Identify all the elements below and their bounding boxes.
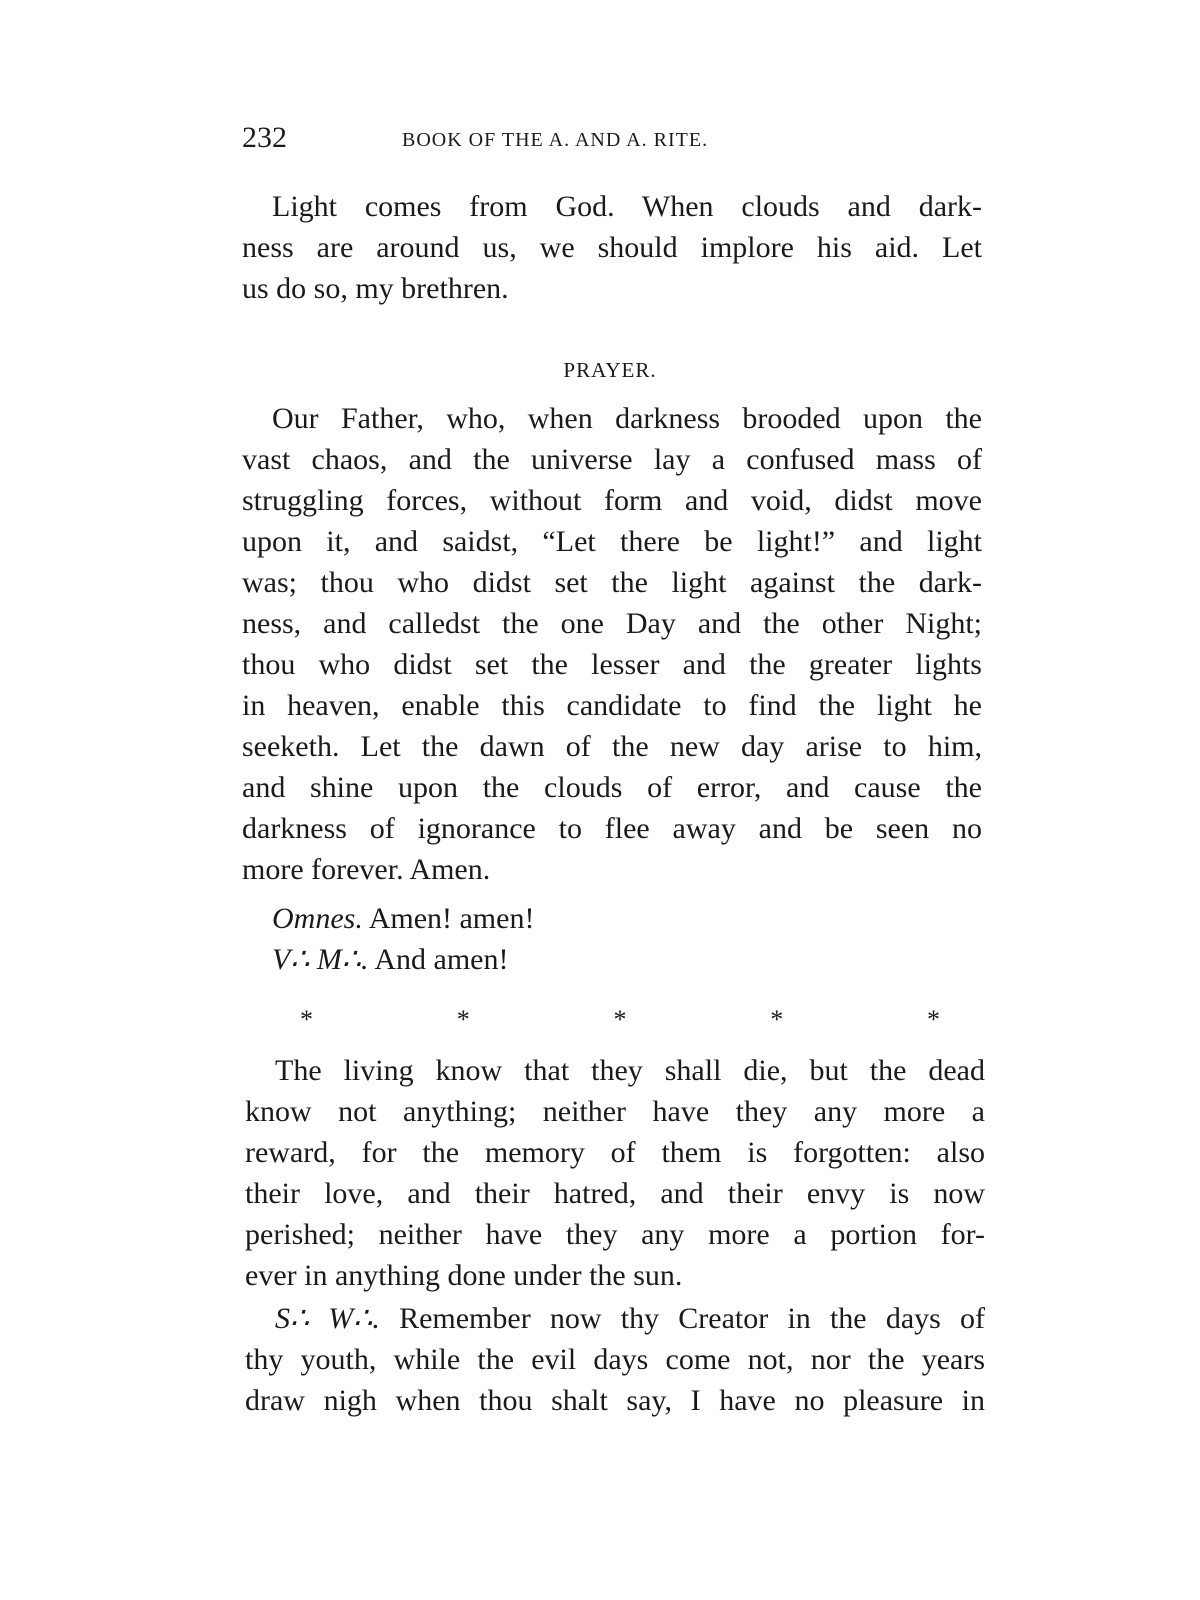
page-number: 232 bbox=[242, 121, 287, 154]
response-text: Amen! amen! bbox=[368, 902, 535, 935]
text-line: their love, and their hatred, and their envy is now bbox=[245, 1177, 985, 1210]
paragraph-speaker: S∴ W∴. bbox=[275, 1302, 380, 1335]
text-line: ness, and calledst the one Day and the other Night; bbox=[242, 607, 982, 640]
text-line bbox=[245, 1298, 985, 1339]
text-line: us do so, my brethren. bbox=[242, 272, 509, 305]
warden-paragraph bbox=[245, 1298, 985, 1421]
text-line: The living know that they shall die, but the dead bbox=[275, 1054, 985, 1087]
asterisk: * bbox=[456, 1005, 470, 1034]
text-line: darkness of ignorance to flee away and be seen no bbox=[242, 812, 982, 845]
text-line: upon it, and saidst, “Let there be light!” and light bbox=[242, 525, 982, 558]
prayer-paragraph bbox=[242, 398, 982, 890]
text-line: reward, for the memory of them is forgotten: also bbox=[245, 1136, 985, 1169]
running-title: BOOK OF THE A. AND A. RITE. bbox=[402, 129, 709, 151]
text-line: in heaven, enable this candidate to find the light he bbox=[242, 689, 982, 722]
text-line: draw nigh when thou shalt say, I have no pleasure in bbox=[245, 1384, 985, 1417]
asterisk: * bbox=[300, 1005, 313, 1034]
asterisk: * bbox=[613, 1005, 627, 1034]
response-speaker: V∴ M∴. bbox=[272, 943, 369, 976]
text-line: struggling forces, without form and void, didst move bbox=[242, 484, 982, 517]
text-line: Our Father, who, when darkness brooded upon the bbox=[272, 402, 982, 435]
text-line: vast chaos, and the universe lay a confused mass of bbox=[242, 443, 982, 476]
opening-paragraph bbox=[242, 186, 982, 309]
text-line: thou who didst set the lesser and the greater lights bbox=[242, 648, 982, 681]
text-line: thy youth, while the evil days come not, nor the years bbox=[245, 1343, 985, 1376]
section-heading: PRAYER. bbox=[563, 358, 657, 382]
response-text: And amen! bbox=[374, 943, 509, 976]
scripture-paragraph bbox=[245, 1050, 985, 1296]
text-line-content: Remember now thy Creator in the days of bbox=[399, 1302, 986, 1335]
text-line: know not anything; neither have they any more a bbox=[245, 1095, 985, 1128]
asterisk: * bbox=[770, 1005, 784, 1034]
text-line: ever in anything done under the sun. bbox=[245, 1259, 683, 1292]
text-line: more forever. Amen. bbox=[242, 853, 491, 886]
asterisk: * bbox=[927, 1005, 940, 1034]
text-line: ness are around us, we should implore his aid. Let bbox=[242, 231, 982, 264]
response-line bbox=[272, 939, 508, 980]
section-separator bbox=[300, 1000, 940, 1040]
response-speaker: Omnes. bbox=[272, 902, 363, 935]
running-head bbox=[242, 118, 982, 158]
text-line: seeketh. Let the dawn of the new day arise to him, bbox=[242, 730, 982, 763]
text-line: perished; neither have they any more a portion for- bbox=[245, 1218, 985, 1251]
text-line: was; thou who didst set the light against the dark- bbox=[242, 566, 982, 599]
text-line: and shine upon the clouds of error, and cause the bbox=[242, 771, 982, 804]
text-line: Light comes from God. When clouds and dark- bbox=[272, 190, 982, 223]
response-line bbox=[272, 898, 534, 939]
